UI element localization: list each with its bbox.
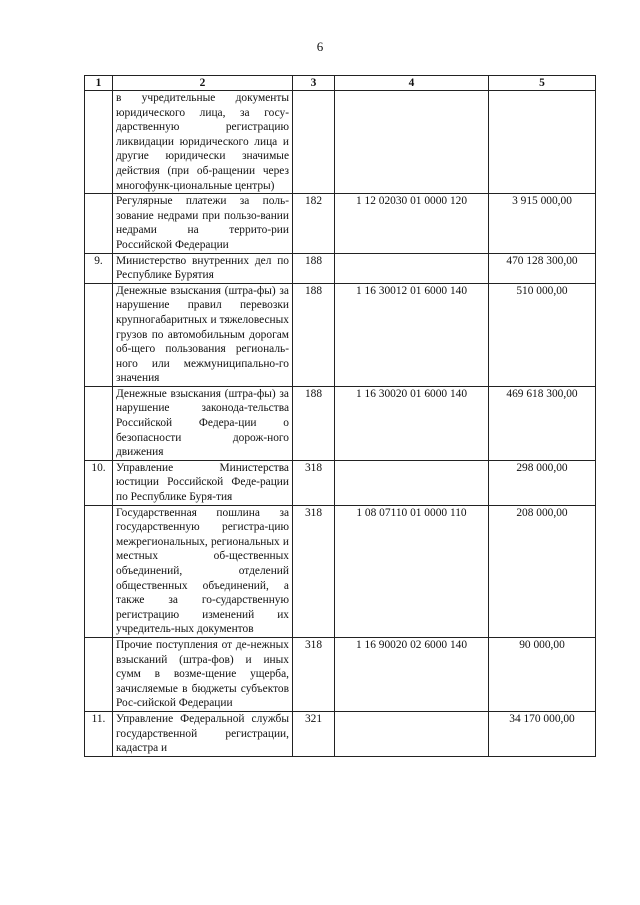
row-number-cell (85, 194, 113, 253)
table-row (85, 637, 596, 711)
column-header: 1 (85, 76, 113, 91)
column-header: 4 (335, 76, 489, 91)
column-header: 5 (489, 76, 596, 91)
amount-cell: 469 618 300,00 (489, 386, 596, 460)
admin-code-cell: 182 (293, 194, 335, 253)
admin-code-cell: 188 (293, 386, 335, 460)
row-number-cell: 9. (85, 253, 113, 283)
table-row (85, 505, 596, 637)
admin-code-cell: 188 (293, 283, 335, 386)
revenue-name-cell: Государственная пошлина за государственную регистра-цию межрегиональных, региональных и местных об-щественных объединений, отделений общественных объединений, а также за го-сударственную регистрацию изменений их учредитель-ных документов (113, 505, 293, 637)
row-number-cell (85, 505, 113, 637)
table-row (85, 91, 596, 194)
revenue-name-cell: Управление Федеральной службы государственной регистрации, кадастра и (113, 711, 293, 756)
column-header: 2 (113, 76, 293, 91)
budget-classification-code-cell (335, 253, 489, 283)
row-number-cell: 10. (85, 460, 113, 505)
amount-cell: 3 915 000,00 (489, 194, 596, 253)
page-number: 6 (316, 39, 324, 54)
table-row (85, 386, 596, 460)
table-row (85, 253, 596, 283)
amount-cell: 470 128 300,00 (489, 253, 596, 283)
admin-code-cell (293, 91, 335, 194)
revenue-name-cell: Денежные взыскания (штра-фы) за нарушение законода-тельства Российской Федера-ции о безопасности дорож-ного движения (113, 386, 293, 460)
admin-code-cell: 318 (293, 637, 335, 711)
budget-classification-code-cell: 1 16 90020 02 6000 140 (335, 637, 489, 711)
budget-classification-code-cell: 1 12 02030 01 0000 120 (335, 194, 489, 253)
revenue-name-cell: Прочие поступления от де-нежных взысканий (штра-фов) и иных сумм в возме-щение ущерба, зачисляемые в бюджеты субъектов Рос-сийской Федерации (113, 637, 293, 711)
admin-code-cell: 318 (293, 505, 335, 637)
row-number-cell (85, 637, 113, 711)
table-row (85, 194, 596, 253)
column-header: 3 (293, 76, 335, 91)
amount-cell (489, 91, 596, 194)
budget-classification-code-cell: 1 16 30020 01 6000 140 (335, 386, 489, 460)
budget-classification-code-cell (335, 460, 489, 505)
budget-classification-code-cell (335, 711, 489, 756)
budget-classification-code-cell: 1 08 07110 01 0000 110 (335, 505, 489, 637)
budget-revenue-table (84, 75, 596, 757)
admin-code-cell: 188 (293, 253, 335, 283)
amount-cell: 510 000,00 (489, 283, 596, 386)
amount-cell: 90 000,00 (489, 637, 596, 711)
admin-code-cell: 318 (293, 460, 335, 505)
amount-cell: 298 000,00 (489, 460, 596, 505)
row-number-cell (85, 91, 113, 194)
row-number-cell: 11. (85, 711, 113, 756)
table-row (85, 460, 596, 505)
budget-classification-code-cell (335, 91, 489, 194)
table-row (85, 283, 596, 386)
admin-code-cell: 321 (293, 711, 335, 756)
revenue-name-cell: в учредительные документы юридического лица, за госу-дарственную регистрацию ликвидации юридического лица и другие юридически значимые действия (при об-ращении через многофунк-циональные центры) (113, 91, 293, 194)
row-number-cell (85, 386, 113, 460)
table-row (85, 711, 596, 756)
amount-cell: 34 170 000,00 (489, 711, 596, 756)
revenue-name-cell: Управление Министерства юстиции Российской Феде-рации по Республике Буря-тия (113, 460, 293, 505)
revenue-name-cell: Регулярные платежи за поль-зование недрами при пользо-вании недрами на террито-рии Российской Федерации (113, 194, 293, 253)
revenue-name-cell: Министерство внутренних дел по Республике Бурятия (113, 253, 293, 283)
table-header-row (85, 76, 596, 91)
budget-classification-code-cell: 1 16 30012 01 6000 140 (335, 283, 489, 386)
row-number-cell (85, 283, 113, 386)
amount-cell: 208 000,00 (489, 505, 596, 637)
revenue-name-cell: Денежные взыскания (штра-фы) за нарушение правил перевозки крупногабаритных и тяжеловесных грузов по автомобильным дорогам об-щего пользования региональ-ного или межмуниципально-го значения (113, 283, 293, 386)
